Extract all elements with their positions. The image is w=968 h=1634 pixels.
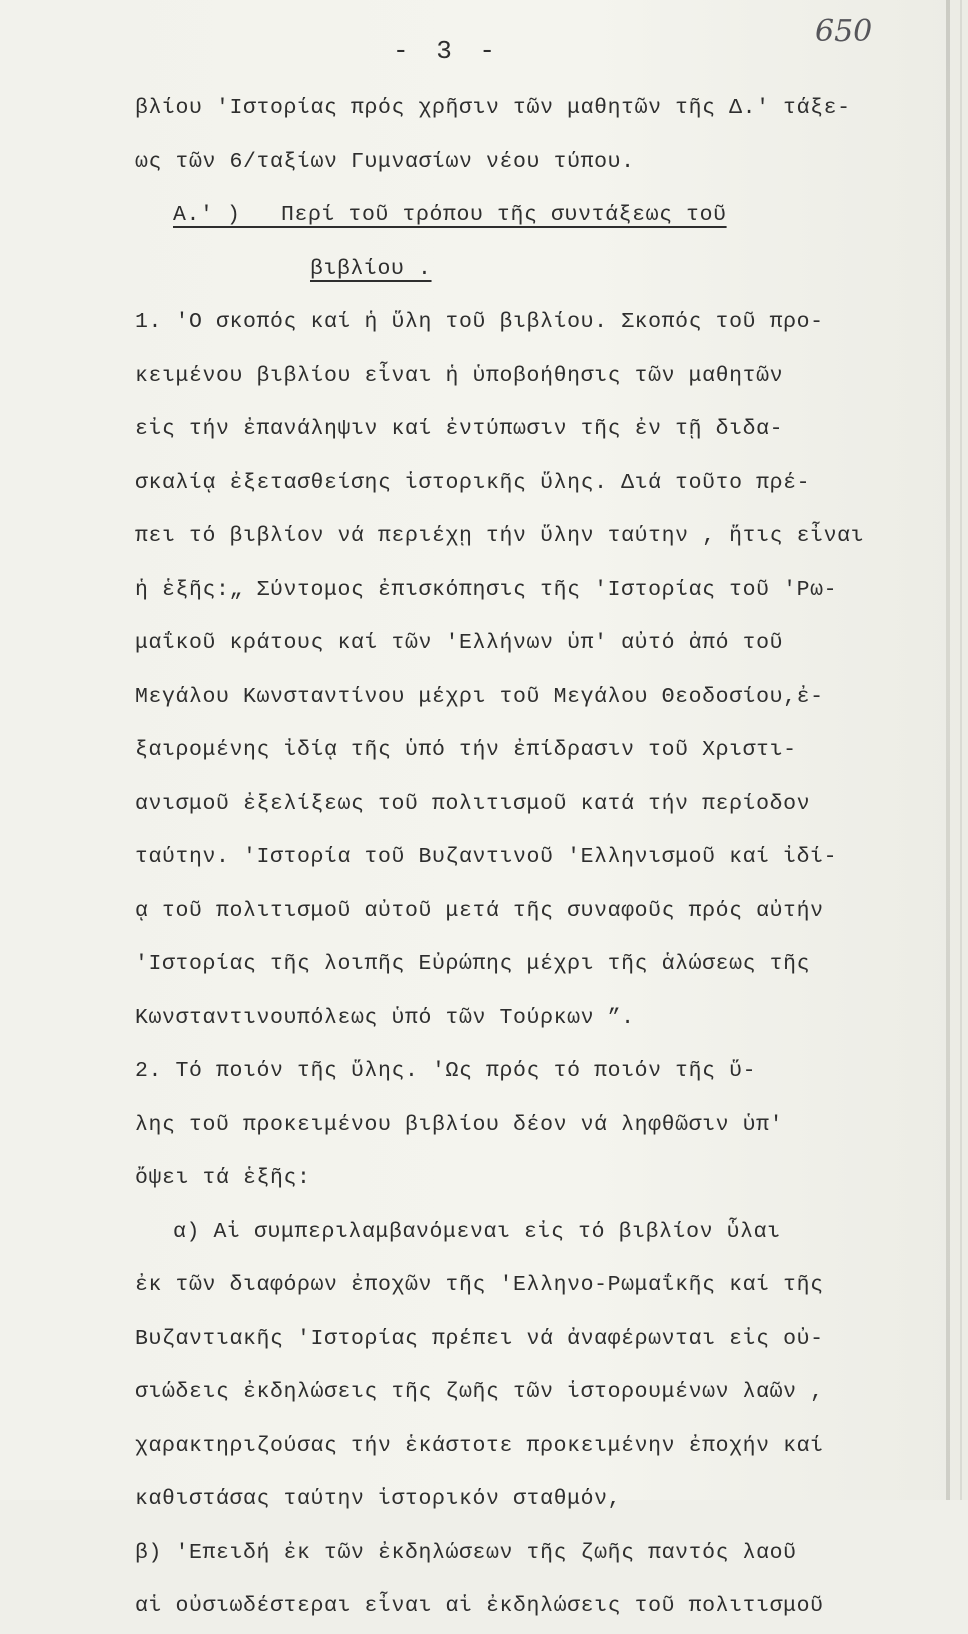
text-line: ως τῶν 6/ταξίων Γυμνασίων νέου τύπου. xyxy=(135,149,635,174)
text-line: ἡ ἑξῆς:„ Σύντομος ἐπισκόπησις τῆς 'Ιστορίας τοῦ 'Ρω- xyxy=(135,577,838,602)
text-line: σκαλίᾳ ἐξετασθείσης ἱστορικῆς ὕλης. Διά τοῦτο πρέ- xyxy=(135,470,811,495)
text-line: βλίου 'Ιστορίας πρός χρῆσιν τῶν μαθητῶν τῆς Δ.' τάξε- xyxy=(135,96,851,120)
text-line: σιώδεις ἐκδηλώσεις τῆς ζωῆς τῶν ἱστορουμένων λαῶν , xyxy=(135,1380,824,1404)
section-heading-continued: βιβλίου . xyxy=(310,256,432,281)
page-number: - 3 - xyxy=(393,36,502,66)
text-line: ᾳ τοῦ πολιτισμοῦ αὐτοῦ μετά τῆς συναφοῦς πρός αὐτήν xyxy=(135,898,824,923)
text-line: κειμένου βιβλίου εἶναι ἡ ὑποβοήθησις τῶν μαθητῶν xyxy=(135,363,784,388)
page-edge-line xyxy=(960,0,962,1500)
paragraph-heading-1: 1. 'Ο σκοπός καί ἡ ὕλη τοῦ βιβλίου. Σκοπός τοῦ προ- xyxy=(135,310,824,334)
text-line: Βυζαντιακῆς 'Ιστορίας πρέπει νά ἀναφέρωνται εἰς οὐ- xyxy=(135,1326,824,1351)
text-line: μαΐκοῦ κράτους καί τῶν 'Ελλήνων ὑπ' αὐτό ἀπό τοῦ xyxy=(135,631,784,655)
text-line: αἱ οὐσιωδέστεραι εἶναι αἱ ἐκδηλώσεις τοῦ πολιτισμοῦ xyxy=(135,1594,824,1618)
text-line: λης τοῦ προκειμένου βιβλίου δέον νά ληφθῶσιν ὑπ' xyxy=(135,1112,784,1137)
handwritten-page-number: 650 xyxy=(815,14,873,49)
text-line: εἰς τήν ἐπανάληψιν καί ἐντύπωσιν τῆς ἐν τῇ διδα- xyxy=(135,417,784,441)
list-item-beta: β) 'Επειδή ἐκ τῶν ἐκδηλώσεων τῆς ζωῆς παντός λαοῦ xyxy=(135,1540,797,1565)
text-line: ξαιρομένης ἰδίᾳ τῆς ὑπό τήν ἐπίδρασιν τοῦ Χριστι- xyxy=(135,738,797,762)
list-item-alpha: α) Αἱ συμπεριλαμβανόμεναι εἰς τό βιβλίον ὗλαι xyxy=(173,1219,781,1244)
page-edge-shadow xyxy=(946,0,950,1500)
paragraph-heading-2: 2. Τό ποιόν τῆς ὕλης. 'Ως πρός τό ποιόν τῆς ὕ- xyxy=(135,1059,757,1083)
text-line: ανισμοῦ ἐξελίξεως τοῦ πολιτισμοῦ κατά τήν περίοδον xyxy=(135,791,811,816)
text-line: ὄψει τά ἑξῆς: xyxy=(135,1166,311,1190)
text-line: καθιστάσας ταύτην ἱστορικόν σταθμόν, xyxy=(135,1487,622,1511)
text-line: 'Ιστορίας τῆς λοιπῆς Εὐρώπης μέχρι τῆς ἁλώσεως τῆς xyxy=(135,952,811,976)
text-line: Μεγάλου Κωνσταντίνου μέχρι τοῦ Μεγάλου Θεοδοσίου,ἐ- xyxy=(135,684,824,709)
document-body xyxy=(135,82,915,1634)
text-line: χαρακτηριζούσας τήν ἑκάστοτε προκειμένην ἐποχήν καί xyxy=(135,1433,824,1458)
text-line: πει τό βιβλίον νά περιέχῃ τήν ὕλην ταύτην , ἥτις εἶναι xyxy=(135,524,865,548)
text-line: Κωνσταντινουπόλεως ὑπό τῶν Τούρκων ”. xyxy=(135,1005,635,1030)
text-line: ταύτην. 'Ιστορία τοῦ Βυζαντινοῦ 'Ελληνισμοῦ καί ἰδί- xyxy=(135,845,838,869)
section-heading: A.' ) Περί τοῦ τρόπου τῆς συντάξεως τοῦ xyxy=(173,203,727,227)
text-line: ἐκ τῶν διαφόρων ἐποχῶν τῆς 'Ελληνο-Ρωμαΐκῆς καί τῆς xyxy=(135,1273,824,1297)
